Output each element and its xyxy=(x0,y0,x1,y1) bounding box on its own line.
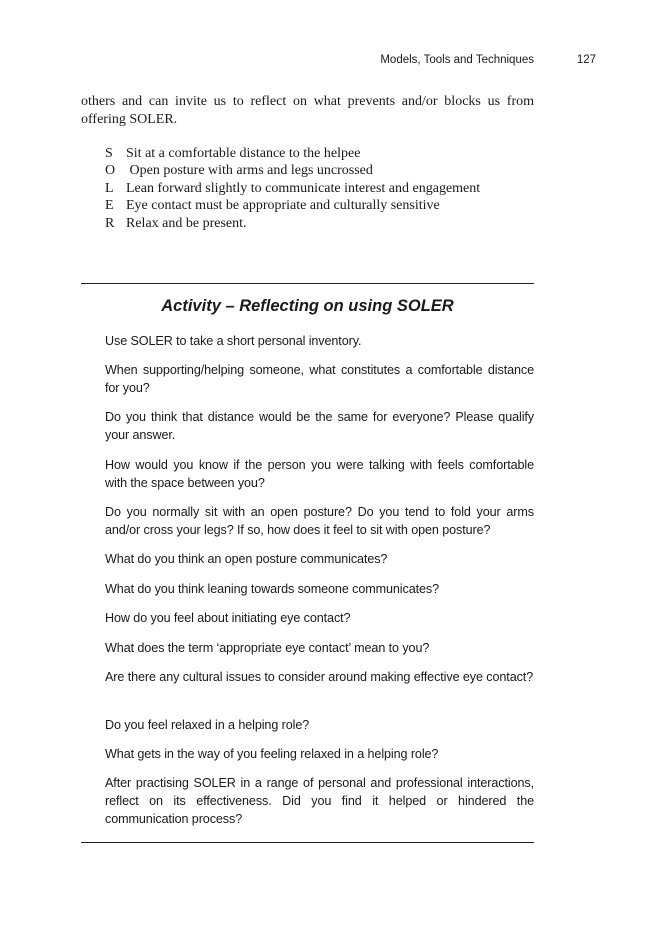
activity-intro: Use SOLER to take a short personal inventory. xyxy=(105,334,362,348)
soler-letter: E xyxy=(105,198,114,214)
activity-question: Do you normally sit with an open posture? Do you tend to fold your arms and/or cross your legs? If so, how does it feel to sit with open posture? xyxy=(105,505,534,537)
soler-letter: L xyxy=(105,180,114,196)
activity-question: Do you think that distance would be the same for everyone? Please qualify your answer. xyxy=(105,410,534,442)
activity-top-rule xyxy=(81,283,534,284)
soler-text: Sit at a comfortable distance to the helpee xyxy=(126,146,361,161)
soler-text: Relax and be present. xyxy=(126,215,247,231)
activity-question: How do you feel about initiating eye contact? xyxy=(105,611,351,625)
soler-item-o xyxy=(105,162,545,179)
activity-question: What do you think an open posture communicates? xyxy=(105,552,388,566)
running-head xyxy=(81,54,596,70)
activity-question: Are there any cultural issues to consider around making effective eye contact? xyxy=(105,670,534,684)
activity-question: How would you know if the person you were talking with feels comfortable with the space between you? xyxy=(105,458,534,490)
soler-text: Open posture with arms and legs uncrossed xyxy=(126,163,373,179)
soler-item-l xyxy=(105,180,545,197)
activity-question: After practising SOLER in a range of personal and professional interactions, reflect on its effectiveness. Did you find it helped or hindered the communication process? xyxy=(105,776,534,826)
soler-list xyxy=(105,145,545,232)
soler-item-e xyxy=(105,197,545,214)
soler-text: Eye contact must be appropriate and culturally sensitive xyxy=(126,198,440,214)
soler-letter: O xyxy=(105,163,116,179)
soler-item-r xyxy=(105,215,545,232)
activity-question: What do you think leaning towards someone communicates? xyxy=(105,582,440,596)
activity-question: When supporting/helping someone, what constitutes a comfortable distance for you? xyxy=(105,363,534,395)
body-paragraph: others and can invite us to reflect on what prevents and/or blocks us from offering SOLER. xyxy=(81,94,534,127)
activity-question: What does the term ‘appropriate eye contact’ mean to you? xyxy=(105,641,430,655)
activity-title: Activity – Reflecting on using SOLER xyxy=(161,297,454,315)
running-title: Models, Tools and Techniques xyxy=(380,54,534,66)
soler-text: Lean forward slightly to communicate interest and engagement xyxy=(126,180,481,196)
soler-letter: S xyxy=(105,146,113,161)
activity-question: What gets in the way of you feeling relaxed in a helping role? xyxy=(105,747,439,761)
soler-item-s xyxy=(105,145,545,162)
activity-bottom-rule xyxy=(81,842,534,843)
soler-letter: R xyxy=(105,215,115,231)
activity-question: Do you feel relaxed in a helping role? xyxy=(105,718,310,732)
page-number: 127 xyxy=(576,54,596,66)
